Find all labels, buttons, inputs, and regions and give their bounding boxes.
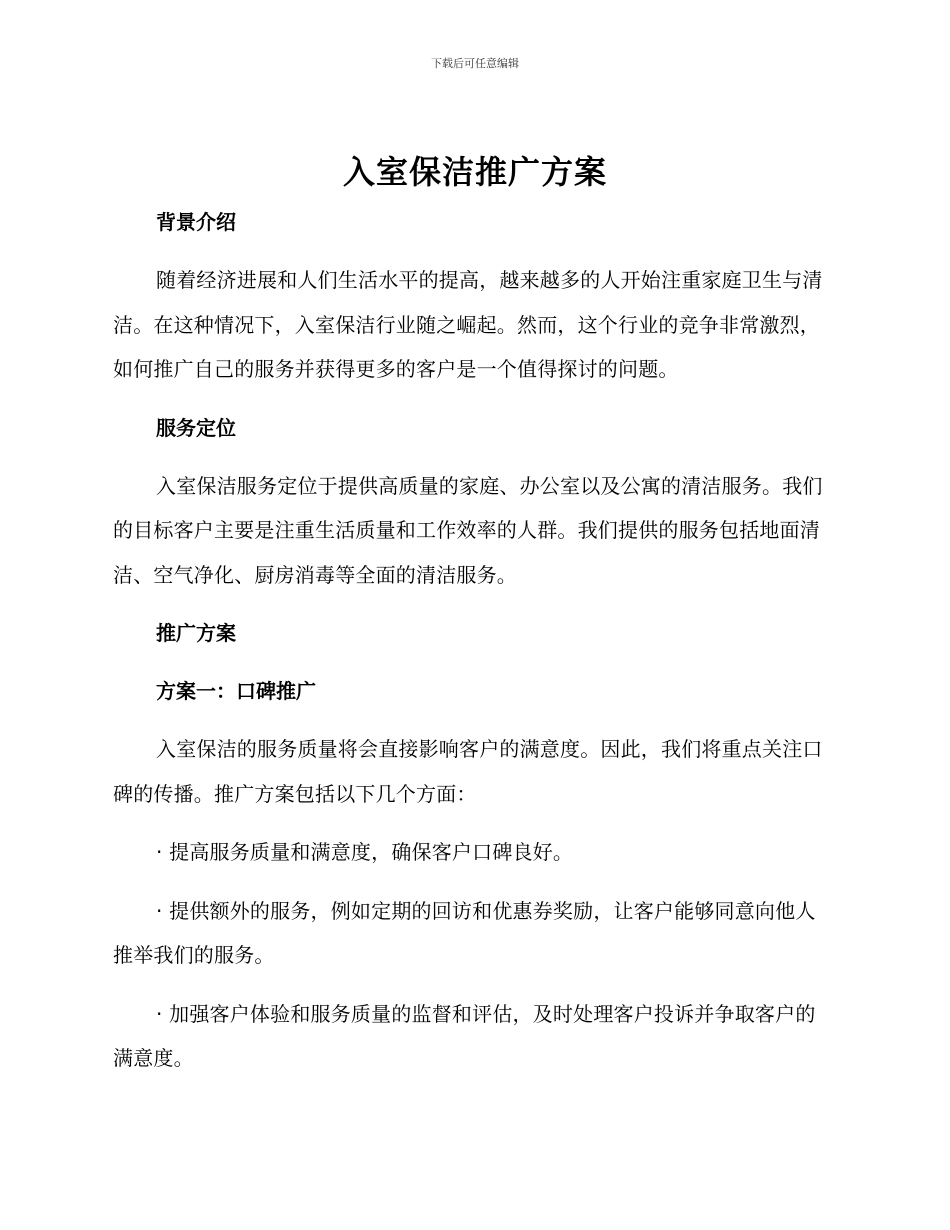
page-header-note: 下载后可任意编辑 bbox=[431, 57, 519, 70]
document-body bbox=[113, 200, 833, 1081]
paragraph-background: 随着经济进展和人们生活水平的提高，越来越多的人开始注重家庭卫生与清洁。在这种情况下，入室保洁行业随之崛起。然而，这个行业的竞争非常激烈，如何推广自己的服务并获得更多的客户是一个值得探讨的问题。 bbox=[113, 268, 823, 381]
bullet-item: · 提供额外的服务，例如定期的回访和优惠券奖励，让客户能够同意向他人推举我们的服务。 bbox=[113, 898, 816, 967]
document-title: 入室保洁推广方案 bbox=[342, 153, 607, 191]
section-heading-promotion: 推广方案 bbox=[156, 621, 236, 645]
section-heading-background: 背景介绍 bbox=[156, 210, 236, 234]
paragraph-positioning: 入室保洁服务定位于提供高质量的家庭、办公室以及公寓的清洁服务。我们的目标客户主要是注重生活质量和工作效率的人群。我们提供的服务包括地面清洁、空气净化、厨房消毒等全面的清洁服务。 bbox=[113, 473, 823, 587]
bullet-item: · 加强客户体验和服务质量的监督和评估，及时处理客户投诉并争取客户的满意度。 bbox=[113, 1001, 816, 1070]
bullet-item: · 提高服务质量和满意度，确保客户口碑良好。 bbox=[156, 840, 574, 864]
subheading-plan-one: 方案一：口碑推广 bbox=[156, 679, 316, 703]
paragraph-plan-one: 入室保洁的服务质量将会直接影响客户的满意度。因此，我们将重点关注口碑的传播。推广方案包括以下几个方面： bbox=[113, 737, 823, 806]
section-heading-positioning: 服务定位 bbox=[156, 415, 236, 440]
